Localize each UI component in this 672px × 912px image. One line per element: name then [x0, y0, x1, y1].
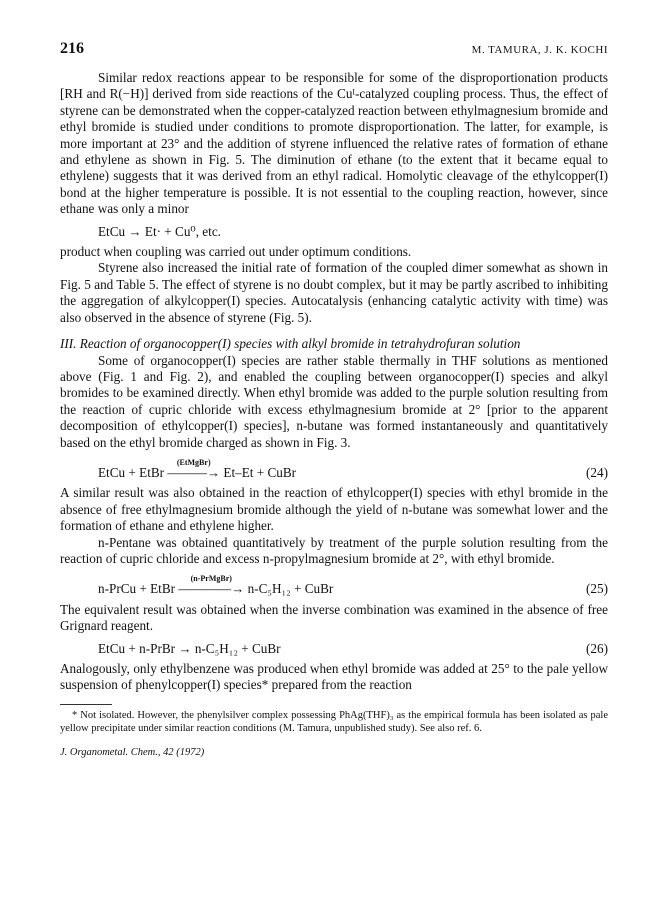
paragraph-6: n-Pentane was obtained quantitatively by treatment of the purple solution resulting from the reaction of cupric chloride and excess n-propylmagnesium bromide at 2°, with ethyl bromide.: [60, 534, 608, 566]
footnote-rule: [60, 704, 112, 705]
equation-24-rhs: Et–Et + CuBr: [223, 464, 297, 480]
paragraph-7: The equivalent result was obtained when the inverse combination was examined in the absence of free Grignard reagent.: [60, 601, 608, 634]
page-number: 216: [60, 40, 84, 57]
equation-text: EtCu → Et· + Cu⁰, etc.: [98, 223, 221, 239]
footnote: * Not isolated. However, the phenylsilver complex possessing PhAg(THF)₃ as the empirical formula has been isolated as pale yellow precipitate under similar reaction conditions (M. Tamura, unpublished study). See also ref. 6.: [60, 709, 608, 735]
equation-number: (26): [586, 640, 608, 656]
paragraph-8: Analogously, only ethylbenzene was produced when ethyl bromide was added at 25° to the pale yellow suspension of phenylcopper(I) species* prepared from the reaction: [60, 661, 608, 693]
equation-26: [60, 641, 608, 657]
equation-26-text: EtCu + n-PrBr → n-C₅H₁₂ + CuBr: [98, 640, 281, 656]
equation-25-rhs: n-C₅H₁₂ + CuBr: [247, 581, 334, 597]
equation-25: [60, 574, 608, 597]
equation-24-lhs: EtCu + EtBr: [98, 464, 165, 480]
journal-citation: J. Organometal. Chem., 42 (1972): [60, 747, 205, 759]
equation-number: (24): [586, 464, 608, 480]
page-header: [60, 40, 608, 70]
page: [60, 40, 608, 758]
arrow-condition: (n-PrMgBr): [190, 574, 232, 584]
running-head: M. TAMURA, J. K. KOCHI: [471, 44, 608, 56]
equation-unnumbered: [60, 224, 608, 240]
paragraph-4: Some of organocopper(I) species are rather stable thermally in THF solutions as mentioned above (Fig. 1 and Fig. 2), and enabled the coupling between organocopper(I) species and alkyl bromides to be examined directly. When ethyl bromide was added to the purple solution resulting from the reaction of cupric chloride with excess ethylmagnesium bromide at 2° [prior to the apparent decomposition of ethylcopper(I) species], n-butane was formed instantaneously and quantitatively based on the ethyl bromide charged as shown in Fig. 3.: [60, 352, 608, 450]
reaction-arrow: (EtMgBr) ———→: [167, 465, 220, 481]
reaction-arrow: (n-PrMgBr) ————→: [178, 581, 244, 597]
equation-25-lhs: n-PrCu + EtBr: [98, 581, 176, 597]
arrow-condition: (EtMgBr): [176, 457, 211, 467]
equation-24: [60, 457, 608, 481]
paragraph-2: product when coupling was carried out under optimum conditions.: [60, 244, 412, 260]
paragraph-3: Styrene also increased the initial rate of formation of the coupled dimer somewhat as shown in Fig. 5 and Table 5. The effect of styrene is no doubt complex, but it may be partly ascribed to inhibiting the aggregation of alkylcopper(I) species. Autocatalysis (enhancing catalytic activity with time) was also observed in the absence of styrene (Fig. 5).: [60, 260, 608, 325]
equation-number: (25): [586, 581, 608, 597]
paragraph-5: A similar result was also obtained in the reaction of ethylcopper(I) species with ethyl bromide in the absence of free ethylmagnesium bromide although the yield of n-butane was somewhat lower and the formation of ethane and ethylene higher.: [60, 485, 608, 534]
section-heading: III. Reaction of organocopper(I) species with alkyl bromide in tetrahydrofuran solution: [60, 336, 521, 352]
paragraph-1: Similar redox reactions appear to be responsible for some of the disproportionation products [RH and R(−H)] derived from side reactions of the Cuᴵ-catalyzed coupling process. Thus, the effect of styrene can be demonstrated when the copper-catalyzed reaction between ethylmagnesium bromide and ethyl bromide is studied under conditions to promote disproportionation. The latter, for example, is more important at 23° and the addition of styrene influenced the relative rates of formation of ethane and ethylene as shown in Fig. 5. The diminution of ethane (to the extent that it became equal to ethylene) suggests that it was derived from an ethyl radical. Homolytic cleavage of the ethylcopper(I) bond at the higher temperature is possible. It is not essential to the coupling reaction, however, since ethane was only a minor: [60, 70, 608, 217]
